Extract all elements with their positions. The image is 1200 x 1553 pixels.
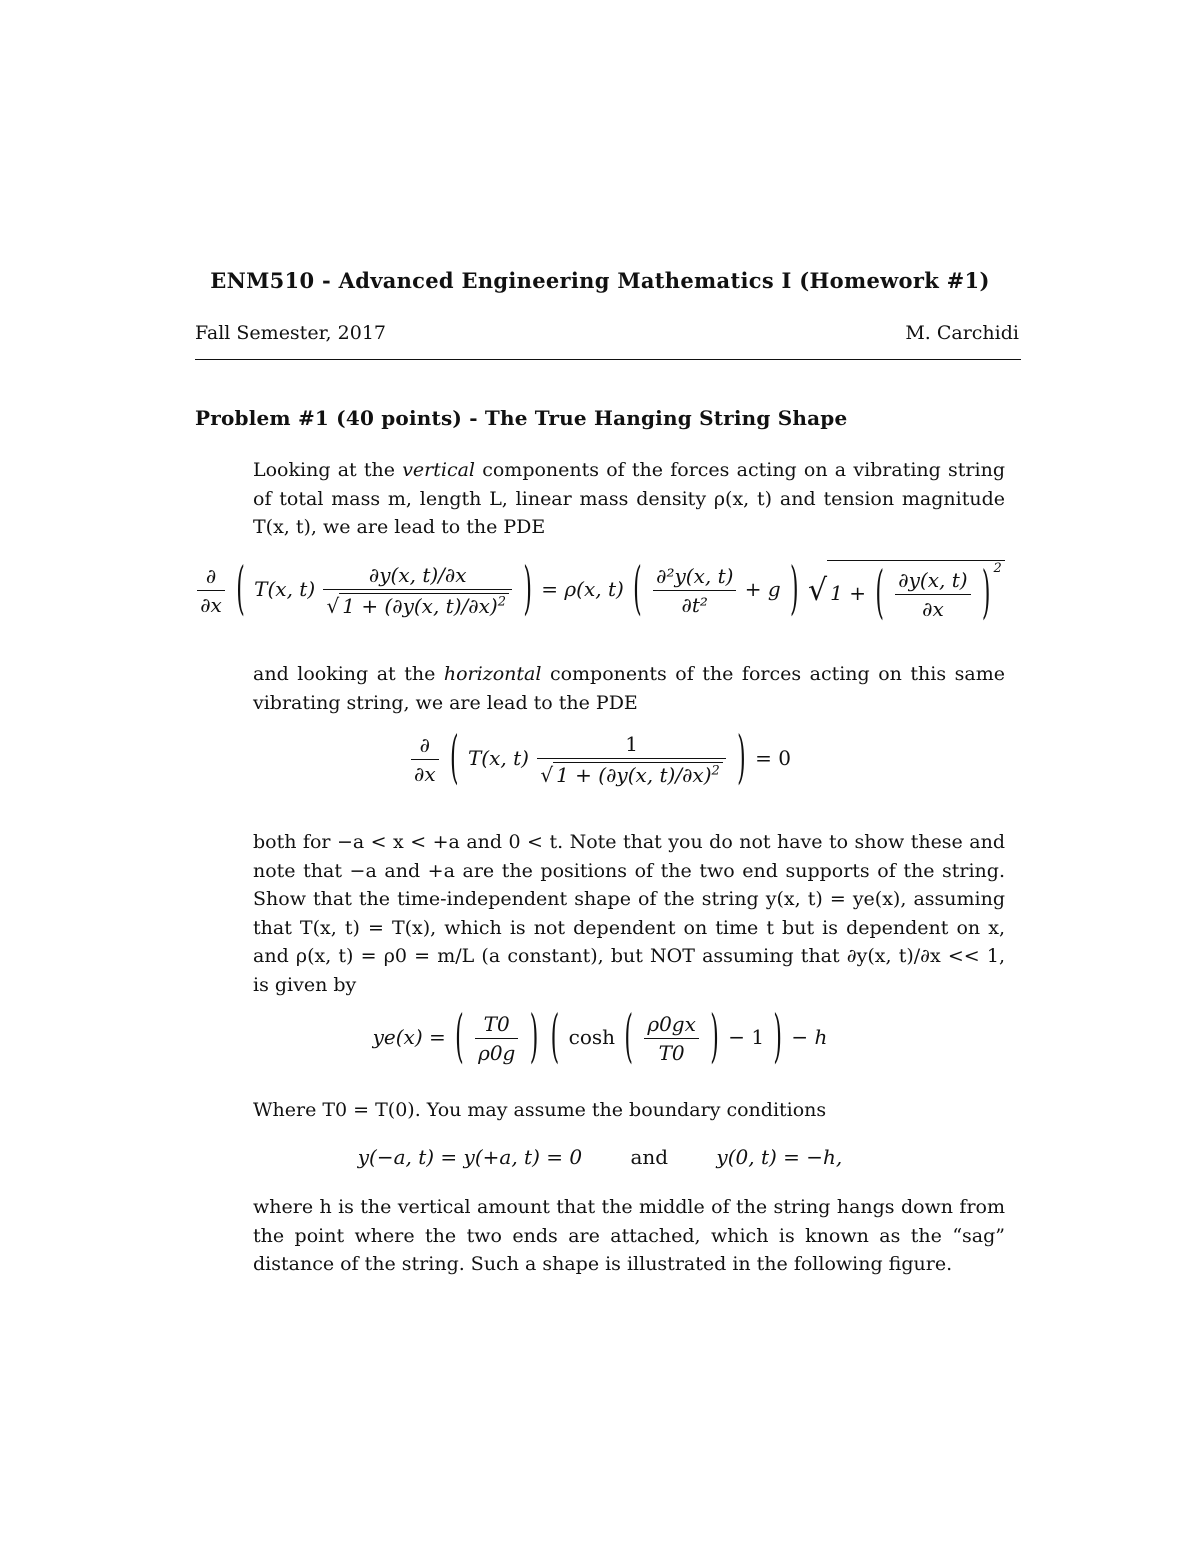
paragraph-problem-statement: both for −a < x < +a and 0 < t. Note that you do not have to show these and note that −a and +a are the positions of the two end supports of the string. Show that the time-independent shape of the string y(x, t) = ye(x), assuming that T(x, t) = T(x), which is not dependent on time t but is dependent on x, and ρ(x, t) = ρ0 = m/L (a constant), but NOT assuming that ∂y(x, t)/∂x << 1, is given by xyxy=(253,831,1005,996)
header-divider xyxy=(195,359,1021,360)
document-title: ENM510 - Advanced Engineering Mathematics I (Homework #1) xyxy=(210,268,990,293)
problem-heading: Problem #1 (40 points) - The True Hanging String Shape xyxy=(195,406,848,430)
paragraph-vertical-forces: Looking at the vertical components of the forces acting on a vibrating string of total mass m, length L, linear mass density ρ(x, t) and tension magnitude T(x, t), we are lead to the PDE xyxy=(253,459,1005,538)
paragraph-horizontal-forces: and looking at the horizontal components of the forces acting on this same vibrating string, we are lead to the PDE xyxy=(253,663,1005,714)
author-label: M. Carchidi xyxy=(905,322,1019,344)
semester-label: Fall Semester, 2017 xyxy=(195,322,386,344)
paragraph-sag-description: where h is the vertical amount that the middle of the string hangs down from the point where the two ends are attached, which is known as the “sag” distance of the string. Such a shape is illustrated in the following figure. xyxy=(253,1196,1005,1275)
boundary-conditions: y(−a, t) = y(+a, t) = 0 and y(0, t) = −h, xyxy=(357,1145,843,1169)
horizontal-pde-equation: $\frac{\partial}{\partial x}$ ( T(x, t) $\frac{1}{√ 1 + (\partial y(x, t)/\partial x)^2}$ ) = 0 xyxy=(0,732,1200,787)
vertical-pde-equation: $\frac{\partial}{\partial x}$ ( T(x, t) $\frac{\partial y(x, t)/\partial x}{√ 1 + (\partial y(x, t)/\partial x)^2}$ ) = ρ(x, t) ( $\frac{\text{∂²y(x, t)}}{\text{∂t²}}$ + g ) √ 1 + ( $\frac{\partial y(x, t)}{\partial x}$ ) $^2$ xyxy=(0,560,1200,621)
paragraph-boundary-intro: Where T0 = T(0). You may assume the boundary conditions xyxy=(253,1099,827,1121)
catenary-solution-equation: ye(x) = ( $\frac{T0}{\rho 0g}$ ) ( cosh ( $\frac{\rho 0gx}{T0}$ ) − 1 ) − h xyxy=(372,1006,828,1071)
